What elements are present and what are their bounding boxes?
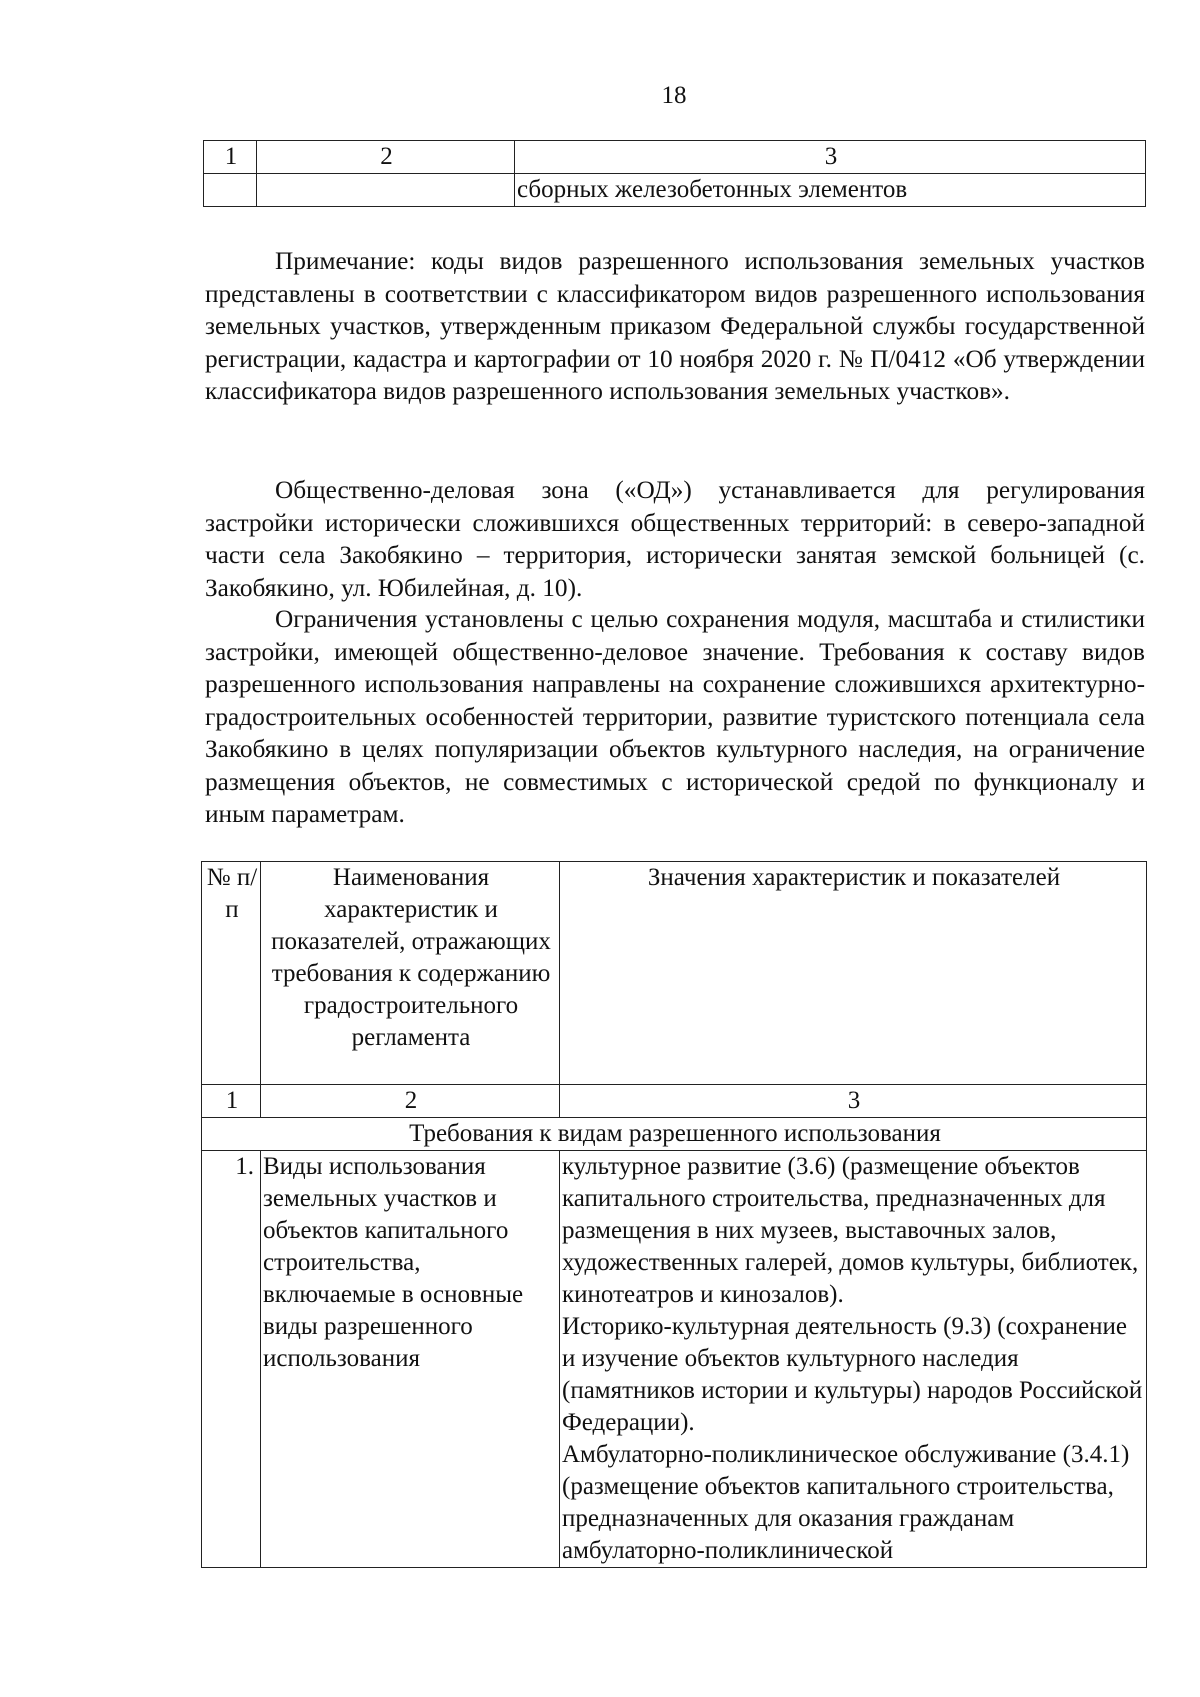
section-header-row	[202, 1118, 1147, 1151]
section-title: Требования к видам разрешенного использования	[202, 1118, 1147, 1151]
header-cell-3: 3	[515, 141, 1146, 174]
header-value-cell: Значения характеристик и показателей	[560, 862, 1147, 1085]
note-paragraph: Примечание: коды видов разрешенного использования земельных участков представлены в соответствии с классификатором видов разрешенного использования земельных участков, утвержденным приказом Федеральной службы государственной регистрации, кадастра и картографии от 10 ноября 2020 г. № П/0412 «Об утверждении классификатора видов разрешенного использования земельных участков».	[205, 247, 1145, 405]
value-historical-cultural-activity: Историко-культурная деятельность (9.3) (сохранение и изучение объектов культурного наследия (памятников истории и культуры) народов Российской Федерации).	[562, 1313, 1143, 1436]
header-name-cell: Наименования характеристик и показателей, отражающих требования к содержанию градостроительного регламента	[261, 862, 560, 1085]
header-cell-2: 2	[257, 141, 515, 174]
continuation-table	[203, 140, 1146, 207]
row-number: 1.	[202, 1151, 261, 1568]
column-number-1: 1	[202, 1085, 261, 1118]
value-outpatient-service: Амбулаторно-поликлиническое обслуживание (3.4.1) (размещение объектов капитального строительства, предназначенных для оказания гражданам амбулаторно-поликлинической	[562, 1441, 1130, 1564]
value-cultural-development: культурное развитие (3.6) (размещение объектов капитального строительства, предназначенных для размещения в них музеев, выставочных залов, художественных галерей, домов культуры, библиотек, кинотеатров и кинозалов).	[562, 1153, 1139, 1308]
column-numbering-row	[202, 1085, 1147, 1118]
column-number-2: 2	[261, 1085, 560, 1118]
row-name: Виды использования земельных участков и объектов капитального строительства, включаемые в основные виды разрешенного использования	[261, 1151, 560, 1568]
table-row	[204, 174, 1146, 207]
restrictions-paragraph: Ограничения установлены с целью сохранения модуля, масштаба и стилистики застройки, имеющей общественно-деловое значение. Требования к составу видов разрешенного использования направлены на сохранение сложившихся архитектурно-градостроительных особенностей территории, развитие туристского потенциала села Закобякино в целях популяризации объектов культурного наследия, на ограничение размещения объектов, не совместимых с исторической средой по функционалу и иным параметрам.	[205, 605, 1145, 828]
row-cell-3: сборных железобетонных элементов	[515, 174, 1146, 207]
header-cell-1: 1	[204, 141, 257, 174]
table-header-row	[202, 862, 1147, 1085]
requirements-table	[201, 861, 1147, 1568]
page-number: 18	[661, 82, 687, 109]
row-value	[560, 1151, 1147, 1568]
header-number-cell: № п/п	[202, 862, 261, 1085]
table-header-row	[204, 141, 1146, 174]
table-row	[202, 1151, 1147, 1568]
column-number-3: 3	[560, 1085, 1147, 1118]
zone-description-paragraph: Общественно-деловая зона («ОД») устанавливается для регулирования застройки исторически сложившихся общественных территорий: в северо-западной части села Закобякино – территория, исторически занятая земской больницей (с. Закобякино, ул. Юбилейная, д. 10).	[205, 476, 1145, 602]
row-cell-1	[204, 174, 257, 207]
row-cell-2	[257, 174, 515, 207]
